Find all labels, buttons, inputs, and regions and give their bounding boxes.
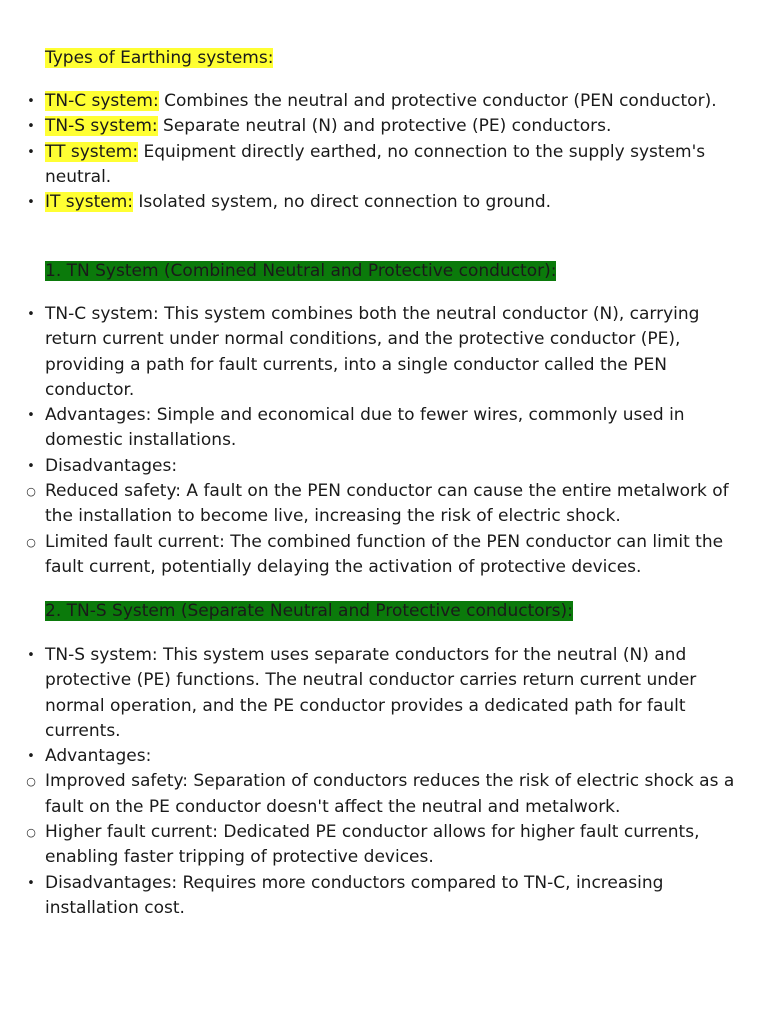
list-item: [0, 190, 735, 215]
item-text: Higher fault current: Dedicated PE conductor allows for higher fault currents, enabling faster tripping of protective devices.: [45, 822, 700, 868]
list-item: [0, 479, 735, 530]
item-text: Isolated system, no direct connection to ground.: [133, 192, 552, 213]
bullet-dot-icon: •: [27, 458, 35, 474]
tn-system-heading: [45, 259, 556, 284]
tn-system-list: [0, 302, 768, 580]
tns-system-heading: [45, 599, 573, 624]
item-text: Disadvantages:: [45, 455, 178, 476]
item-text: Combines the neutral and protective conductor (PEN conductor).: [158, 91, 717, 111]
item-text: Equipment directly earthed, no connection to the supply system's neutral.: [45, 141, 706, 187]
list-item: [0, 140, 735, 191]
list-item: [0, 744, 735, 769]
list-item: [0, 454, 735, 479]
list-item: [0, 89, 735, 114]
bullet-dot-icon: •: [27, 307, 35, 322]
tns-system-heading-text: 2. TN-S System (Separate Neutral and Protective conductors):: [45, 601, 573, 621]
item-text: TN-C system: This system combines both the neutral conductor (N), carrying return current under normal conditions, and the protective conductor (PE), providing a path for fault currents, into a single conductor called the PEN conductor.: [45, 304, 700, 400]
item-text: Separate neutral (N) and protective (PE) conductors.: [157, 116, 612, 137]
bullet-circle-icon: ○: [26, 485, 36, 499]
item-text: Advantages: Simple and economical due to fewer wires, commonly used in domestic installations.: [45, 405, 685, 451]
bullet-circle-icon: ○: [26, 826, 36, 840]
item-label: TT system:: [45, 141, 139, 162]
types-list: [0, 89, 768, 215]
item-label: IT system:: [45, 192, 133, 213]
item-text: Limited fault current: The combined function of the PEN conductor can limit the fault current, potentially delaying the activation of protective devices.: [45, 531, 724, 577]
list-item: [0, 302, 735, 403]
list-item: [0, 530, 735, 581]
item-text: TN-S system: This system uses separate conductors for the neutral (N) and protective (PE) functions. The neutral conductor carries return current under normal operation, and the PE conductor provides a dedicated path for fault currents.: [45, 645, 697, 741]
bullet-dot-icon: •: [27, 94, 35, 109]
item-text: Reduced safety: A fault on the PEN conductor can cause the entire metalwork of the installation to become live, increasing the risk of electric shock.: [45, 481, 729, 527]
bullet-dot-icon: •: [27, 195, 35, 211]
bullet-dot-icon: •: [27, 749, 35, 765]
bullet-circle-icon: ○: [26, 775, 36, 789]
bullet-dot-icon: •: [27, 144, 35, 160]
list-item: [0, 403, 735, 454]
tn-system-heading-text: 1. TN System (Combined Neutral and Protective conductor):: [45, 261, 557, 281]
types-heading-text: Types of Earthing systems:: [45, 48, 274, 68]
item-text: Disadvantages: Requires more conductors compared to TN-C, increasing installation cost.: [45, 872, 664, 918]
list-item: [0, 820, 735, 871]
list-item: [0, 114, 735, 139]
item-text: Improved safety: Separation of conductors reduces the risk of electric shock as a fault on the PE conductor doesn't affect the neutral and metalwork.: [45, 771, 735, 817]
bullet-dot-icon: •: [27, 119, 35, 135]
list-item: [0, 643, 735, 744]
item-label: TN-S system:: [45, 116, 158, 137]
list-item: [0, 769, 735, 820]
item-label: TN-C system:: [45, 91, 159, 111]
bullet-dot-icon: •: [27, 408, 35, 424]
tns-system-list: [0, 643, 768, 921]
bullet-dot-icon: •: [27, 648, 35, 663]
bullet-dot-icon: •: [27, 875, 35, 891]
bullet-circle-icon: ○: [26, 535, 36, 549]
types-heading: [45, 46, 273, 71]
list-item: [0, 871, 735, 922]
item-text: Advantages:: [45, 746, 152, 767]
